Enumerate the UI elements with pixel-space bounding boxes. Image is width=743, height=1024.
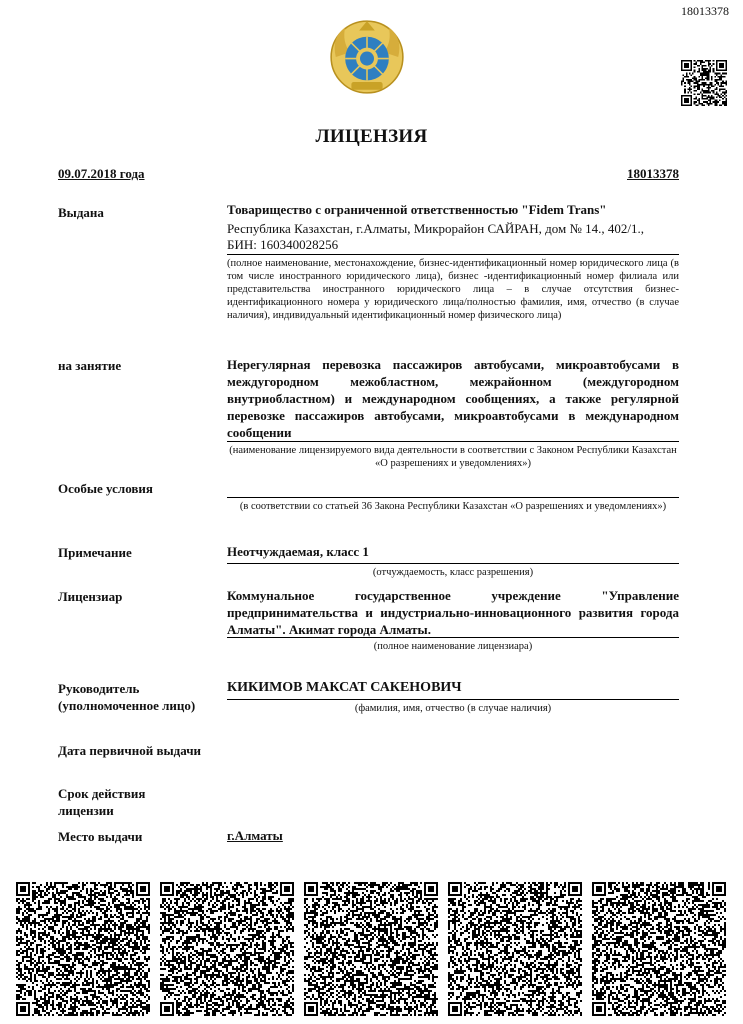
licensee-address: Республика Казахстан, г.Алматы, Микрорайон САЙРАН, дом № 14., 402/1., bbox=[227, 221, 644, 236]
licensor-caption: (полное наименование лицензиара) bbox=[373, 641, 533, 652]
licensee-bin: БИН: 160340028256 bbox=[227, 237, 339, 252]
issued-to-label: Выдана bbox=[58, 205, 104, 220]
head-name: КИКИМОВ МАКСАТ САКЕНОВИЧ bbox=[227, 680, 462, 695]
activity-label: на занятие bbox=[58, 358, 122, 373]
activity-text: Нерегулярная перевозка пассажиров автобусами, микроавтобусами в междугородном межобластном, межрайонном (междугородном внутриобластном) и международном сообщениях, а также регулярной перевозке пассажиров автобусами, микроавтобусами в международном сообщении bbox=[227, 357, 679, 440]
divider bbox=[227, 254, 679, 255]
place-label: Место выдачи bbox=[58, 829, 143, 844]
qr-code-icon bbox=[160, 882, 294, 1016]
first-issue-label: Дата первичной выдачи bbox=[58, 743, 202, 758]
special-conditions-caption: (в соответствии со статьей 36 Закона Республики Казахстан «О разрешениях и уведомлениях») bbox=[239, 501, 667, 512]
state-emblem-icon bbox=[328, 18, 406, 96]
head-label: Руководитель bbox=[58, 681, 140, 696]
qr-code-icon bbox=[592, 882, 726, 1016]
divider bbox=[227, 441, 679, 442]
divider bbox=[227, 563, 679, 564]
place-value: г.Алматы bbox=[227, 828, 283, 843]
divider bbox=[227, 637, 679, 638]
activity-caption: (наименование лицензируемого вида деятельности в соответствии с Законом Республики Казахстан «О разрешениях и уведомлениях») bbox=[229, 445, 677, 469]
validity-label: Срок действия bbox=[58, 786, 146, 801]
licensor-text: Коммунальное государственное учреждение "Управление предпринимательства и индустриально-инновационного развития города Алматы". Акимат города Алматы. bbox=[227, 588, 679, 637]
license-number: 18013378 bbox=[627, 166, 679, 181]
head-label-sub: (уполномоченное лицо) bbox=[58, 698, 196, 713]
divider bbox=[227, 699, 679, 700]
head-caption: (фамилия, имя, отчество (в случае наличия) bbox=[354, 703, 552, 714]
note-caption: (отчуждаемость, класс разрешения) bbox=[372, 567, 534, 578]
qr-code-icon bbox=[681, 60, 727, 106]
issue-date: 09.07.2018 года bbox=[58, 166, 145, 181]
divider bbox=[227, 497, 679, 498]
licensor-label: Лицензиар bbox=[58, 589, 123, 604]
special-conditions-label: Особые условия bbox=[58, 481, 153, 496]
qr-code-icon bbox=[16, 882, 150, 1016]
note-label: Примечание bbox=[58, 545, 132, 560]
note-text: Неотчуждаемая, класс 1 bbox=[227, 544, 369, 559]
validity-label-sub: лицензии bbox=[58, 803, 114, 818]
licensee-name: Товарищество с ограниченной ответственностью "Fidem Trans" bbox=[227, 202, 607, 217]
document-title: ЛИЦЕНЗИЯ bbox=[315, 126, 428, 147]
qr-code-icon bbox=[448, 882, 582, 1016]
qr-code-icon bbox=[304, 882, 438, 1016]
issued-to-caption: (полное наименование, местонахождение, бизнес-идентификационный номер юридического лица (в том числе иностранного юридического лица), бизнес -идентификационный номер филиала или представительства иностранного юридического лица – в случае отсутствия бизнес-идентификационного номера у юридического лица/полностью фамилия, имя, отчество (в случае наличия), индивидуальный идентификационный номер физического лица) bbox=[227, 258, 679, 321]
doc-number-top: 18013378 bbox=[681, 4, 729, 18]
